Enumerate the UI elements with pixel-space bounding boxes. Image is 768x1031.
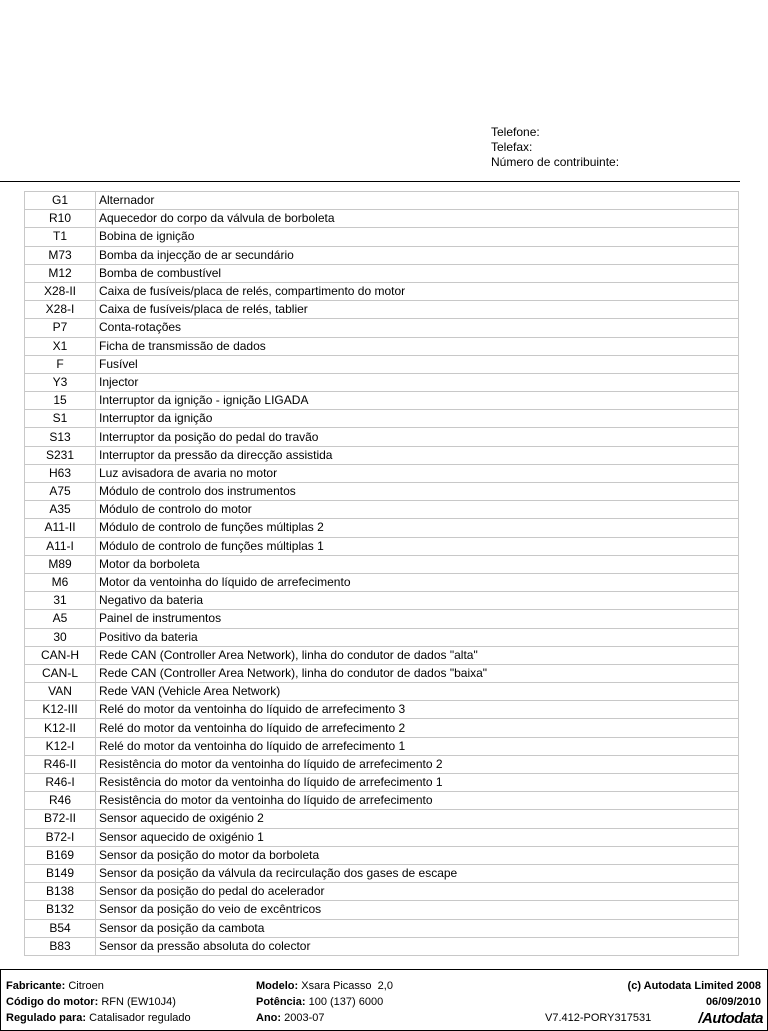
component-code: K12-I [25, 737, 96, 755]
table-row [25, 264, 739, 282]
component-description: Módulo de controlo dos instrumentos [96, 483, 739, 501]
power-line [256, 996, 383, 1008]
component-description: Negativo da bateria [96, 592, 739, 610]
component-code: B149 [25, 864, 96, 882]
component-code: M6 [25, 573, 96, 591]
component-description: Alternador [96, 192, 739, 210]
table-row [25, 628, 739, 646]
component-description: Sensor da pressão absoluta do colector [96, 937, 739, 955]
engine-code-label: Código do motor: [6, 996, 99, 1008]
component-description: Módulo de controlo do motor [96, 501, 739, 519]
component-description: Interruptor da pressão da direcção assistida [96, 446, 739, 464]
component-description: Resistência do motor da ventoinha do líquido de arrefecimento 2 [96, 755, 739, 773]
component-description: Interruptor da posição do pedal do travão [96, 428, 739, 446]
component-description: Painel de instrumentos [96, 610, 739, 628]
autodata-logo: /Autodata [698, 1010, 763, 1027]
table-row [25, 683, 739, 701]
component-description: Conta-rotações [96, 319, 739, 337]
component-description: Bomba de combustível [96, 264, 739, 282]
component-code: B169 [25, 846, 96, 864]
component-legend-table [24, 191, 739, 956]
model-line [256, 980, 393, 992]
copyright-text [628, 980, 761, 992]
copyright-value: (c) Autodata Limited 2008 [627, 980, 761, 992]
component-description: Aquecedor do corpo da válvula de borboleta [96, 210, 739, 228]
component-code: M73 [25, 246, 96, 264]
phone-label: Telefone: [491, 125, 540, 139]
table-row [25, 701, 739, 719]
component-code: S13 [25, 428, 96, 446]
component-description: Módulo de controlo de funções múltiplas 1 [96, 537, 739, 555]
component-description: Rede CAN (Controller Area Network), linha do condutor de dados "alta" [96, 646, 739, 664]
component-code: F [25, 355, 96, 373]
component-code: Y3 [25, 373, 96, 391]
table-row [25, 392, 739, 410]
component-code: B132 [25, 901, 96, 919]
component-description: Positivo da bateria [96, 628, 739, 646]
power-label: Potência: [256, 996, 306, 1008]
component-description: Rede CAN (Controller Area Network), linha do condutor de dados "baixa" [96, 664, 739, 682]
table-row [25, 555, 739, 573]
table-row [25, 337, 739, 355]
component-code: X1 [25, 337, 96, 355]
component-code: T1 [25, 228, 96, 246]
component-description: Sensor aquecido de oxigénio 1 [96, 828, 739, 846]
component-code: 15 [25, 392, 96, 410]
component-description: Motor da ventoinha do líquido de arrefecimento [96, 573, 739, 591]
component-code: S1 [25, 410, 96, 428]
component-code: B54 [25, 919, 96, 937]
document-footer [0, 969, 768, 1031]
component-description: Interruptor da ignição [96, 410, 739, 428]
component-description: Sensor da posição da válvula da recirculação dos gases de escape [96, 864, 739, 882]
table-row [25, 864, 739, 882]
table-row [25, 537, 739, 555]
table-row [25, 901, 739, 919]
table-row [25, 610, 739, 628]
component-code: A75 [25, 483, 96, 501]
component-description: Sensor aquecido de oxigénio 2 [96, 810, 739, 828]
component-code: B138 [25, 883, 96, 901]
component-description: Resistência do motor da ventoinha do líquido de arrefecimento 1 [96, 774, 739, 792]
table-row [25, 810, 739, 828]
model-label: Modelo: [256, 980, 299, 992]
model-value: Xsara Picasso 2,0 [301, 980, 393, 992]
manufacturer-line [6, 980, 104, 992]
component-code: R46 [25, 792, 96, 810]
document-date [706, 996, 761, 1008]
component-description: Bomba da injecção de ar secundário [96, 246, 739, 264]
component-code: 31 [25, 592, 96, 610]
component-code: B72-I [25, 828, 96, 846]
component-description: Interruptor da ignição - ignição LIGADA [96, 392, 739, 410]
component-code: M12 [25, 264, 96, 282]
component-code: CAN-L [25, 664, 96, 682]
component-description: Motor da borboleta [96, 555, 739, 573]
component-code: H63 [25, 464, 96, 482]
component-description: Fusível [96, 355, 739, 373]
component-code: K12-II [25, 719, 96, 737]
table-row [25, 592, 739, 610]
table-row [25, 937, 739, 955]
component-description: Bobina de ignição [96, 228, 739, 246]
table-row [25, 373, 739, 391]
table-row [25, 228, 739, 246]
component-description: Caixa de fusíveis/placa de relés, compartimento do motor [96, 282, 739, 300]
regulated-line [6, 1012, 191, 1024]
table-row [25, 246, 739, 264]
table-row [25, 792, 739, 810]
component-description: Módulo de controlo de funções múltiplas 2 [96, 519, 739, 537]
component-code: A5 [25, 610, 96, 628]
component-description: Rede VAN (Vehicle Area Network) [96, 683, 739, 701]
component-code: A11-I [25, 537, 96, 555]
table-row [25, 919, 739, 937]
component-code: A35 [25, 501, 96, 519]
component-description: Injector [96, 373, 739, 391]
header-divider [0, 181, 740, 182]
table-row [25, 428, 739, 446]
component-code: A11-II [25, 519, 96, 537]
component-code: X28-I [25, 301, 96, 319]
power-value: 100 (137) 6000 [308, 996, 384, 1008]
regulated-label: Regulado para: [6, 1012, 87, 1024]
table-row [25, 846, 739, 864]
component-code: 30 [25, 628, 96, 646]
component-description: Sensor da posição do veio de excêntricos [96, 901, 739, 919]
component-code: P7 [25, 319, 96, 337]
table-row [25, 355, 739, 373]
table-row [25, 319, 739, 337]
component-code: G1 [25, 192, 96, 210]
component-description: Resistência do motor da ventoinha do líquido de arrefecimento [96, 792, 739, 810]
component-code: CAN-H [25, 646, 96, 664]
component-description: Luz avisadora de avaria no motor [96, 464, 739, 482]
component-code: B83 [25, 937, 96, 955]
table-row [25, 664, 739, 682]
year-label: Ano: [256, 1012, 282, 1024]
table-row [25, 519, 739, 537]
component-code: M89 [25, 555, 96, 573]
table-row [25, 501, 739, 519]
taxpayer-label: Número de contribuinte: [491, 155, 620, 169]
contact-block [491, 125, 619, 170]
table-row [25, 719, 739, 737]
table-row [25, 410, 739, 428]
table-row [25, 301, 739, 319]
component-description: Ficha de transmissão de dados [96, 337, 739, 355]
date-value: 06/09/2010 [705, 996, 761, 1008]
table-row [25, 646, 739, 664]
year-line [256, 1012, 324, 1024]
component-code: K12-III [25, 701, 96, 719]
engine-code-line [6, 996, 176, 1008]
component-code: S231 [25, 446, 96, 464]
component-description: Relé do motor da ventoinha do líquido de arrefecimento 3 [96, 701, 739, 719]
table-row [25, 774, 739, 792]
component-code: X28-II [25, 282, 96, 300]
component-description: Sensor da posição do motor da borboleta [96, 846, 739, 864]
year-value: 2003-07 [284, 1012, 325, 1024]
table-row [25, 192, 739, 210]
table-row [25, 483, 739, 501]
component-description: Sensor da posição do pedal do acelerador [96, 883, 739, 901]
reference-code: V7.412-PORY317531 [545, 1012, 652, 1024]
table-row [25, 573, 739, 591]
table-row [25, 464, 739, 482]
table-row [25, 883, 739, 901]
manufacturer-label: Fabricante: [6, 980, 66, 992]
table-row [25, 446, 739, 464]
component-code: R46-I [25, 774, 96, 792]
component-code: B72-II [25, 810, 96, 828]
table-row [25, 737, 739, 755]
manufacturer-value: Citroen [68, 980, 104, 992]
component-description: Caixa de fusíveis/placa de relés, tablier [96, 301, 739, 319]
component-description: Sensor da posição da cambota [96, 919, 739, 937]
engine-code-value: RFN (EW10J4) [101, 996, 176, 1008]
regulated-value: Catalisador regulado [89, 1012, 191, 1024]
table-row [25, 828, 739, 846]
component-code: R46-II [25, 755, 96, 773]
table-row [25, 210, 739, 228]
component-description: Relé do motor da ventoinha do líquido de arrefecimento 1 [96, 737, 739, 755]
table-row [25, 755, 739, 773]
fax-label: Telefax: [491, 140, 533, 154]
component-code: VAN [25, 683, 96, 701]
component-description: Relé do motor da ventoinha do líquido de arrefecimento 2 [96, 719, 739, 737]
legend-body [25, 192, 739, 956]
table-row [25, 282, 739, 300]
component-code: R10 [25, 210, 96, 228]
